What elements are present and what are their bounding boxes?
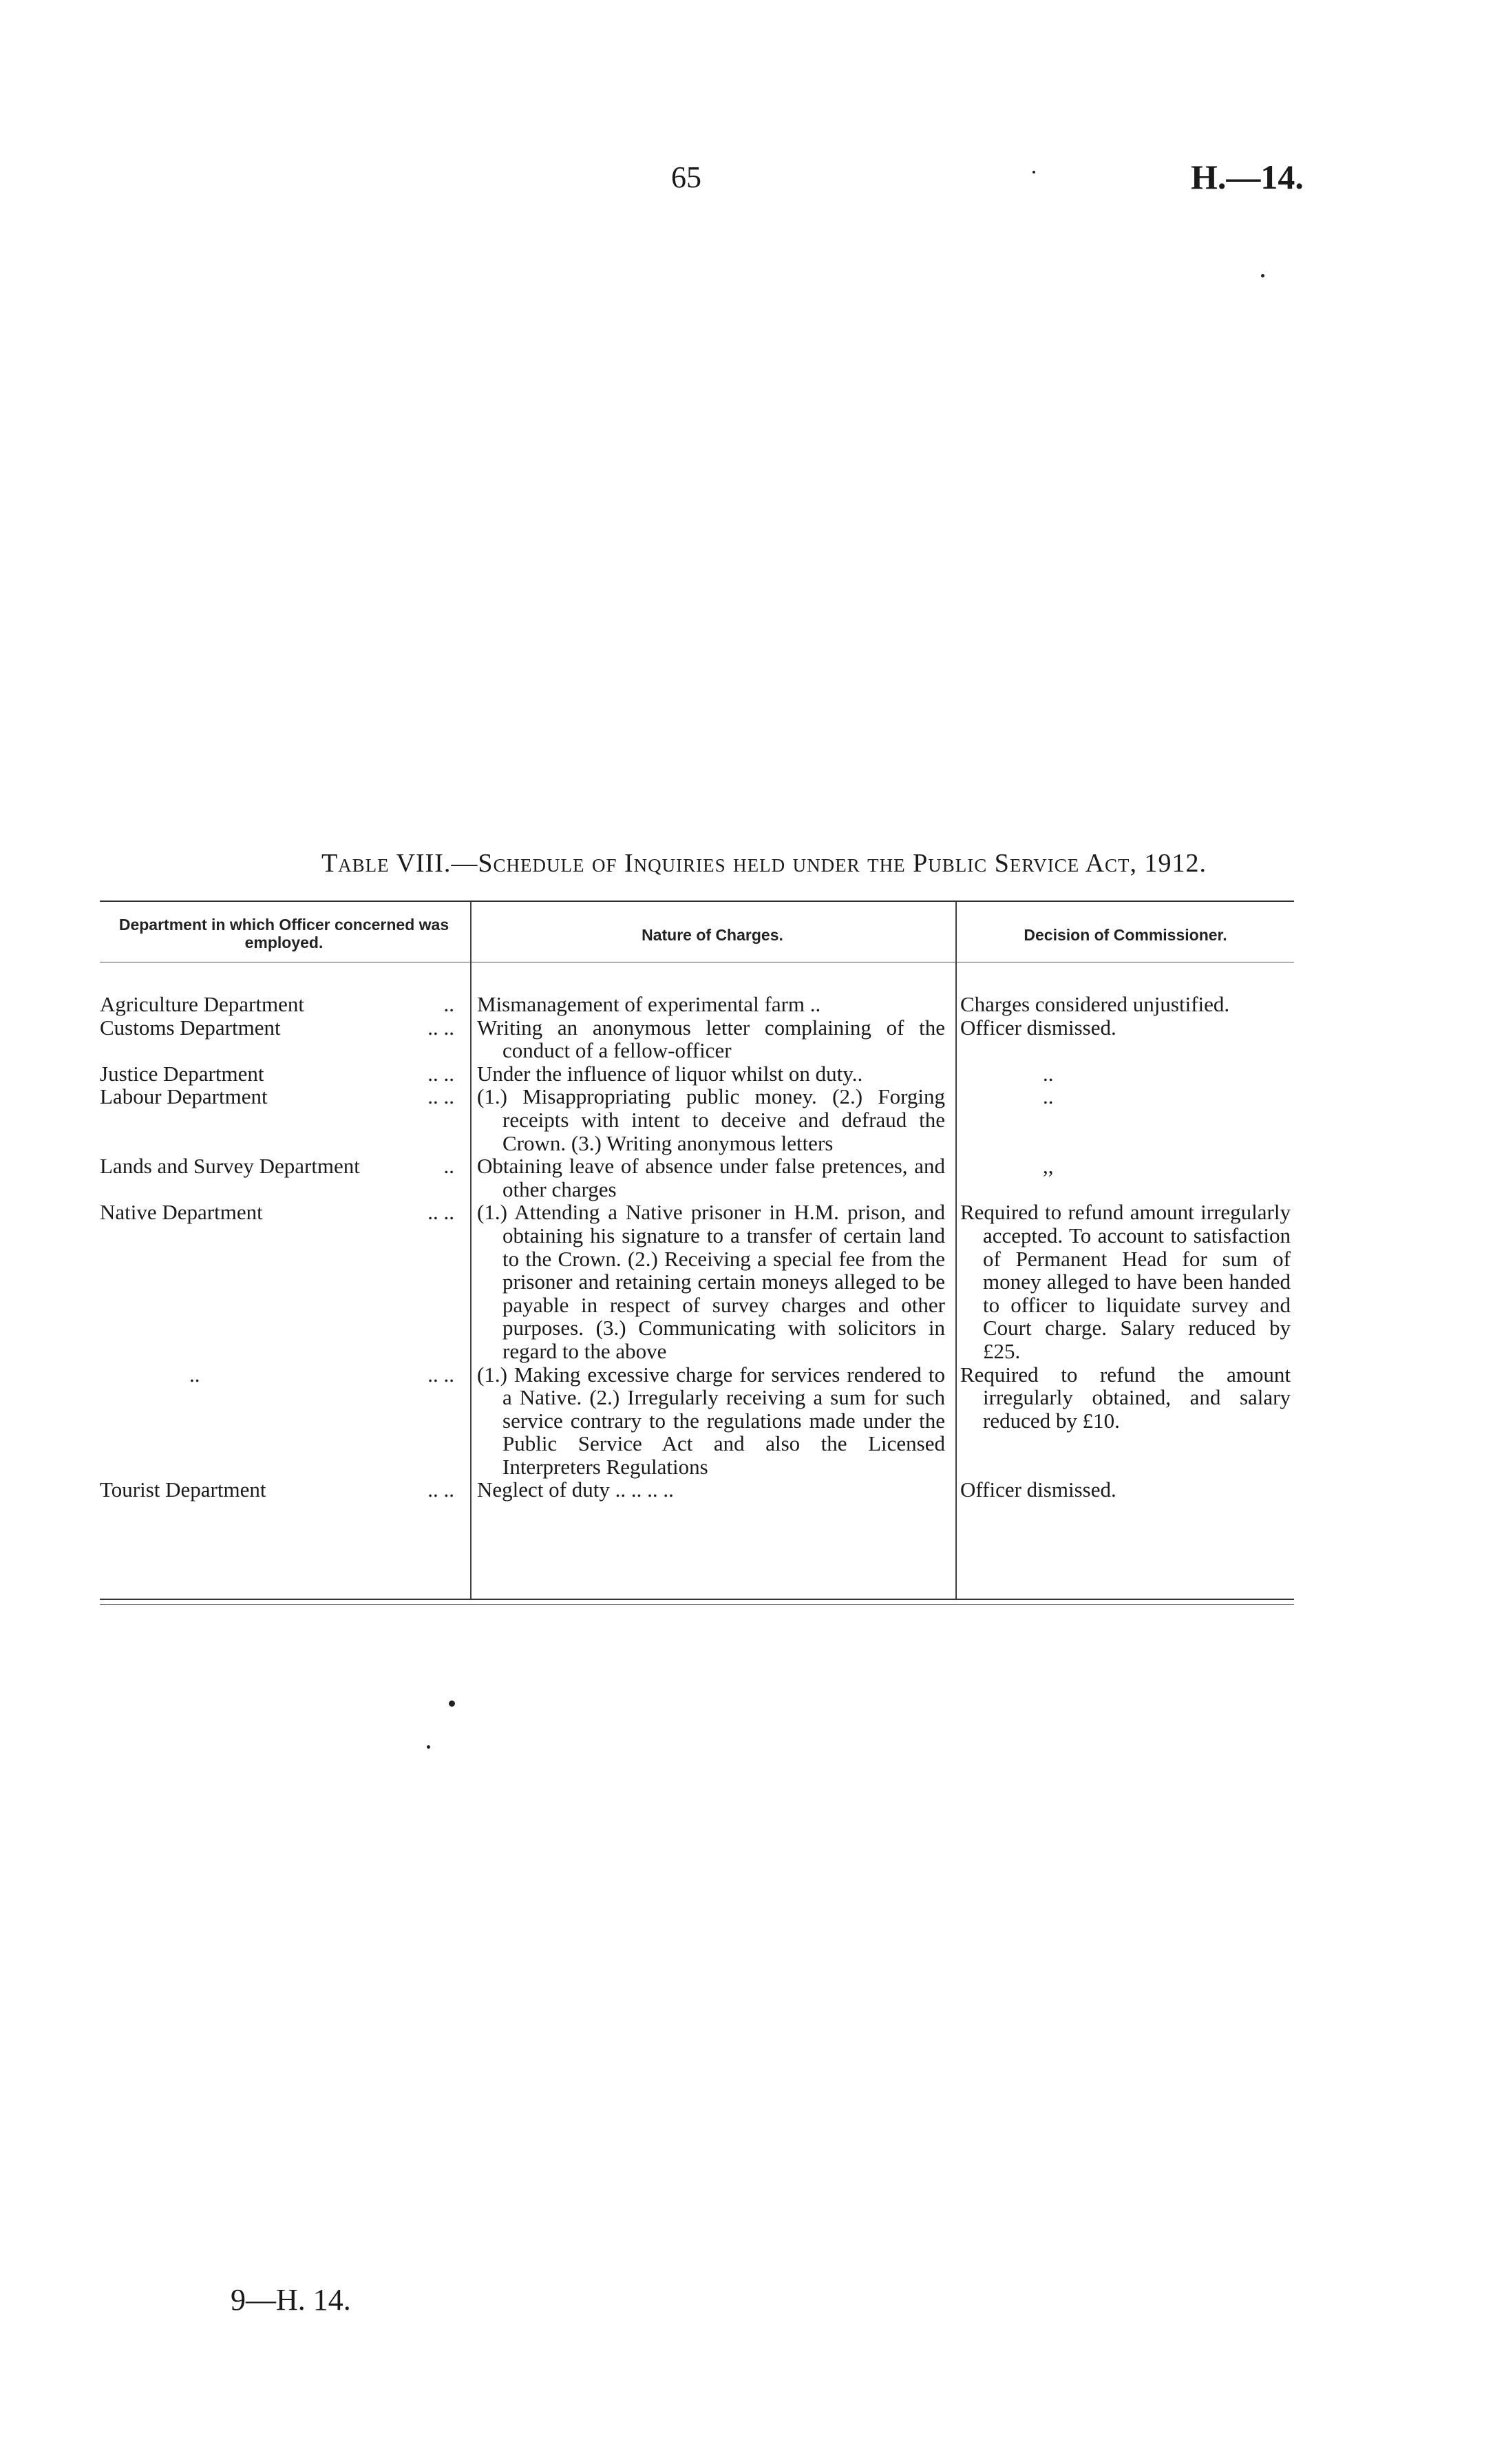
table-body bbox=[100, 993, 1294, 1502]
charges-cell: Obtaining leave of absence under false pretences, and other charges bbox=[477, 1154, 945, 1201]
charges-cell: (1.) Misappropriating public money. (2.) Forging receipts with intent to deceive and defraud the Crown. (3.) Writing anonymous letters bbox=[477, 1084, 945, 1155]
charges-cell: Mismanagement of experimental farm bbox=[477, 992, 805, 1016]
leader-dots: .. .. bbox=[427, 1084, 454, 1109]
table-row bbox=[100, 1085, 1294, 1155]
column-header-decision: Decision of Commissioner. bbox=[1024, 926, 1227, 944]
table-row bbox=[100, 1201, 1294, 1362]
speck bbox=[1261, 274, 1264, 277]
speck bbox=[449, 1700, 455, 1707]
department-cell: Agriculture Department bbox=[100, 992, 304, 1016]
leader-dots: .. .. bbox=[427, 1477, 454, 1502]
leader-dots: .. bbox=[443, 992, 454, 1016]
speck bbox=[1032, 171, 1035, 173]
leader-dots: .. bbox=[851, 1061, 863, 1086]
charges-cell: Writing an anonymous letter complaining of the conduct of a fellow-officer bbox=[477, 1015, 945, 1063]
column-header-department: Department in which Officer concerned was employed. bbox=[118, 916, 449, 951]
table-row bbox=[100, 1363, 1294, 1479]
leader-dots: .. .. bbox=[427, 1015, 454, 1040]
print-code: 9—H. 14. bbox=[231, 2283, 351, 2317]
department-cell: Customs Department bbox=[100, 1015, 281, 1040]
document-code: H.—14. bbox=[1191, 158, 1304, 196]
table-title: Table VIII.—Schedule of Inquiries held under the Public Service Act, 1912. bbox=[321, 849, 1207, 878]
speck bbox=[427, 1745, 430, 1749]
leader-dots: .. .. bbox=[427, 1362, 454, 1387]
leader-dots: .. .. .. .. bbox=[615, 1477, 674, 1502]
leader-dots: .. bbox=[443, 1154, 454, 1179]
department-cell: Native Department bbox=[100, 1200, 263, 1225]
department-cell: Tourist Department bbox=[100, 1477, 266, 1502]
decision-cell: ,, bbox=[1043, 1154, 1054, 1179]
leader-dots: .. .. bbox=[427, 1200, 454, 1225]
table-row bbox=[100, 1062, 1294, 1086]
leader-dots: .. .. bbox=[427, 1061, 454, 1086]
charges-cell: Neglect of duty bbox=[477, 1477, 610, 1502]
department-cell: .. bbox=[189, 1362, 200, 1387]
department-cell: Lands and Survey Department bbox=[100, 1154, 360, 1179]
decision-cell: .. bbox=[1043, 1061, 1054, 1086]
department-cell: Labour Department bbox=[100, 1084, 268, 1109]
table-row bbox=[100, 1478, 1294, 1502]
table-row bbox=[100, 993, 1294, 1016]
column-header-charges: Nature of Charges. bbox=[642, 926, 783, 944]
decision-cell: .. bbox=[1043, 1084, 1054, 1109]
decision-cell: Required to refund the amount irregularly obtained, and salary reduced by £10. bbox=[960, 1362, 1291, 1433]
table-bottom-rule bbox=[100, 1599, 1294, 1600]
decision-cell: Officer dismissed. bbox=[960, 1015, 1116, 1040]
table-top-rule bbox=[100, 901, 1294, 902]
department-cell: Justice Department bbox=[100, 1061, 264, 1086]
decision-cell: Required to refund amount irregularly accepted. To account to satisfaction of Permanent Head for sum of money alleged to have been handed to officer to liquidate survey and Court charge. Salary reduced by £25. bbox=[960, 1200, 1291, 1363]
leader-dots: .. bbox=[809, 992, 821, 1016]
charges-cell: (1.) Making excessive charge for services rendered to a Native. (2.) Irregularly receiving a sum for such service contrary to the regulations made under the Public Service Act and also the Licensed Interpreters Regulations bbox=[477, 1362, 945, 1479]
table-bottom-rule bbox=[100, 1604, 1294, 1605]
decision-cell: Officer dismissed. bbox=[960, 1477, 1116, 1502]
table-row bbox=[100, 1016, 1294, 1062]
table-row bbox=[100, 1155, 1294, 1201]
page-number: 65 bbox=[671, 160, 701, 194]
charges-cell: Under the influence of liquor whilst on duty bbox=[477, 1061, 852, 1086]
charges-cell: (1.) Attending a Native prisoner in H.M. prison, and obtaining his signature to a transfer of certain land to the Crown. (2.) Receiving a special fee from the prisoner and retaining certain moneys alleged to be payable in respect of survey charges and other purposes. (3.) Communicating with solicitors in regard to the above bbox=[477, 1200, 945, 1363]
decision-cell: Charges considered unjustified. bbox=[960, 992, 1230, 1016]
